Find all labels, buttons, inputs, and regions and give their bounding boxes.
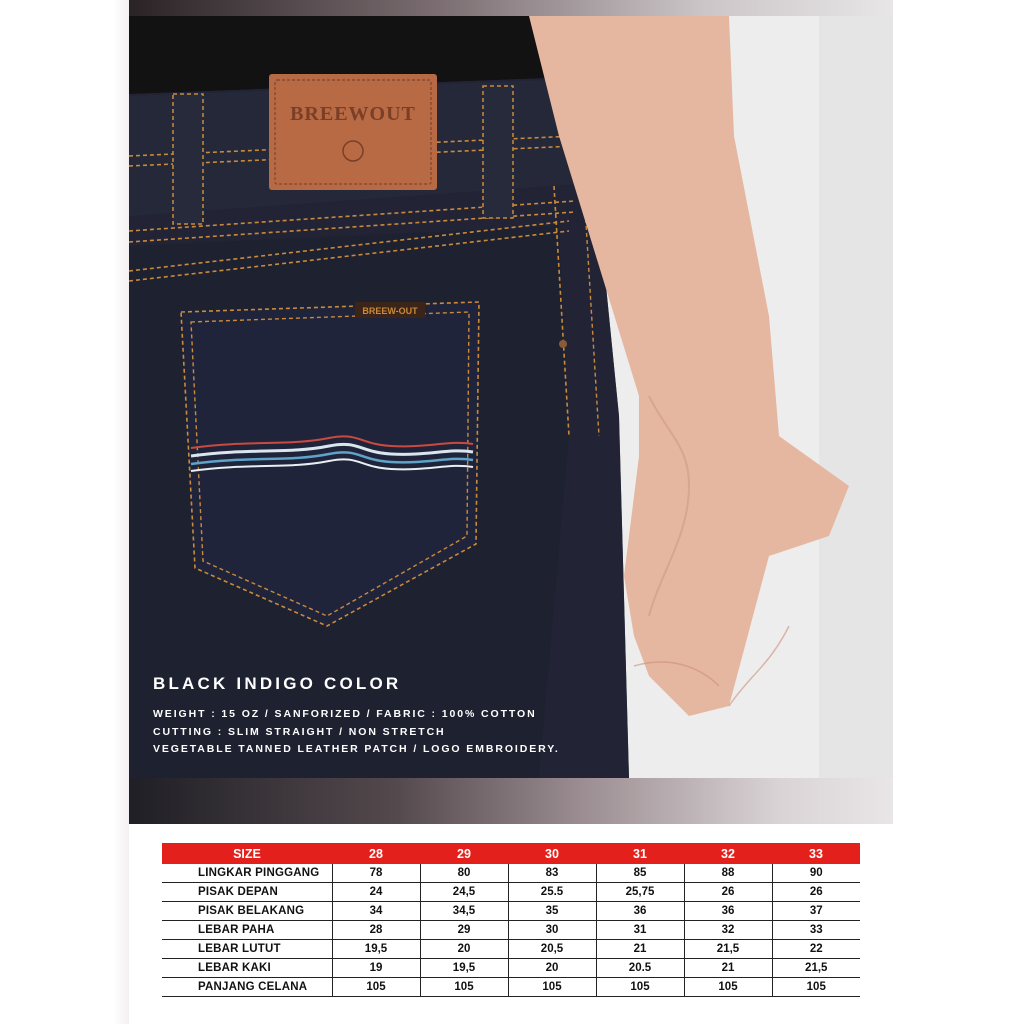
- pocket-tab-brand: BREEW-OUT: [362, 306, 418, 316]
- table-cell: 21: [684, 959, 772, 978]
- table-row: [162, 864, 860, 883]
- table-cell: 19,5: [332, 940, 420, 959]
- table-row: [162, 959, 860, 978]
- size-header-cell: 32: [684, 843, 772, 864]
- caption-line: VEGETABLE TANNED LEATHER PATCH / LOGO EMBROIDERY.: [153, 743, 560, 755]
- table-cell: 26: [772, 883, 860, 902]
- table-cell: 28: [332, 921, 420, 940]
- product-photo: [129, 16, 893, 778]
- caption-line: WEIGHT : 15 OZ / SANFORIZED / FABRIC : 100% COTTON: [153, 708, 537, 720]
- table-cell: 19: [332, 959, 420, 978]
- table-cell: 21,5: [772, 959, 860, 978]
- row-label: PANJANG CELANA: [162, 978, 332, 997]
- table-cell: 29: [420, 921, 508, 940]
- jeans-illustration: [129, 16, 893, 778]
- size-header-cell: 33: [772, 843, 860, 864]
- table-row: [162, 940, 860, 959]
- top-band: [129, 0, 893, 16]
- size-chart-area: [129, 824, 893, 1024]
- product-title: BLACK INDIGO COLOR: [153, 674, 402, 693]
- row-label: LEBAR PAHA: [162, 921, 332, 940]
- table-cell: 20: [420, 940, 508, 959]
- table-cell: 25.5: [508, 883, 596, 902]
- table-cell: 34,5: [420, 902, 508, 921]
- table-row: [162, 921, 860, 940]
- table-cell: 24,5: [420, 883, 508, 902]
- table-header-row: [162, 843, 860, 864]
- table-cell: 105: [684, 978, 772, 997]
- table-cell: 30: [508, 921, 596, 940]
- row-label: PISAK BELAKANG: [162, 902, 332, 921]
- size-header-cell: 31: [596, 843, 684, 864]
- table-cell: 35: [508, 902, 596, 921]
- table-cell: 31: [596, 921, 684, 940]
- size-chart-table: [162, 843, 860, 997]
- size-header-label: SIZE: [162, 843, 332, 864]
- table-cell: 88: [684, 864, 772, 883]
- table-cell: 34: [332, 902, 420, 921]
- row-label: PISAK DEPAN: [162, 883, 332, 902]
- table-cell: 19,5: [420, 959, 508, 978]
- right-margin: [893, 0, 1024, 1024]
- table-cell: 20: [508, 959, 596, 978]
- table-cell: 24: [332, 883, 420, 902]
- product-caption: [153, 674, 560, 759]
- table-cell: 22: [772, 940, 860, 959]
- table-cell: 105: [332, 978, 420, 997]
- table-row: [162, 883, 860, 902]
- left-margin: [0, 0, 129, 1024]
- table-cell: 21,5: [684, 940, 772, 959]
- table-cell: 85: [596, 864, 684, 883]
- table-cell: 26: [684, 883, 772, 902]
- table-cell: 78: [332, 864, 420, 883]
- table-cell: 36: [596, 902, 684, 921]
- row-label: LINGKAR PINGGANG: [162, 864, 332, 883]
- row-label: LEBAR KAKI: [162, 959, 332, 978]
- table-cell: 36: [684, 902, 772, 921]
- size-header-cell: 30: [508, 843, 596, 864]
- table-cell: 105: [596, 978, 684, 997]
- size-header-cell: 29: [420, 843, 508, 864]
- table-cell: 83: [508, 864, 596, 883]
- table-cell: 90: [772, 864, 860, 883]
- table-row: [162, 902, 860, 921]
- caption-line: CUTTING : SLIM STRAIGHT / NON STRETCH: [153, 725, 446, 738]
- table-cell: 21: [596, 940, 684, 959]
- mid-band: [129, 778, 893, 824]
- table-cell: 25,75: [596, 883, 684, 902]
- size-header-cell: 28: [332, 843, 420, 864]
- table-row: [162, 978, 860, 997]
- table-cell: 80: [420, 864, 508, 883]
- table-cell: 20.5: [596, 959, 684, 978]
- table-cell: 33: [772, 921, 860, 940]
- row-label: LEBAR LUTUT: [162, 940, 332, 959]
- table-cell: 105: [508, 978, 596, 997]
- table-cell: 105: [772, 978, 860, 997]
- table-cell: 105: [420, 978, 508, 997]
- patch-brand: BREEWOUT: [290, 103, 416, 125]
- table-cell: 37: [772, 902, 860, 921]
- table-cell: 20,5: [508, 940, 596, 959]
- table-cell: 32: [684, 921, 772, 940]
